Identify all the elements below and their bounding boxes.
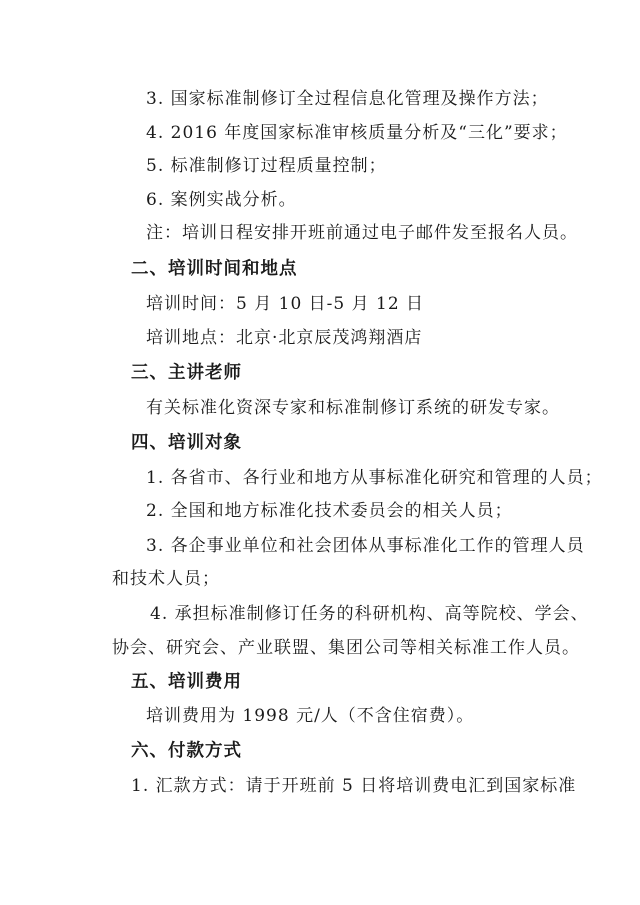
section-heading-audience: 四、培训对象 (131, 433, 242, 453)
training-time: 培训时间：5 月 10 日-5 月 12 日 (146, 294, 425, 314)
section-heading-fee: 五、培训费用 (131, 672, 242, 692)
audience-item-1: 1. 各省市、各行业和地方从事标准化研究和管理的人员； (146, 468, 603, 488)
audience-item-2: 2. 全国和地方标准化技术委员会的相关人员； (146, 501, 513, 521)
lecturers-text: 有关标准化资深专家和标准制修订系统的研发专家。 (146, 398, 560, 418)
list-item-5: 5. 标准制修订过程质量控制； (146, 156, 387, 176)
fee-text: 培训费用为 1998 元/人（不含住宿费）。 (146, 706, 475, 726)
section-heading-time-place: 二、培训时间和地点 (131, 259, 298, 279)
training-place: 培训地点：北京·北京辰茂鸿翔酒店 (146, 328, 423, 348)
list-item-4: 4. 2016 年度国家标准审核质量分析及“三化”要求； (146, 123, 568, 143)
list-item-3: 3. 国家标准制修订全过程信息化管理及操作方法； (146, 89, 549, 109)
audience-item-3-line-2: 和技术人员； (112, 569, 220, 589)
audience-item-4-line-1: 4. 承担标准制修订任务的科研机构、高等院校、学会、 (150, 604, 589, 624)
schedule-note: 注：培训日程安排开班前通过电子邮件发至报名人员。 (146, 223, 578, 243)
audience-item-4-line-2: 协会、研究会、产业联盟、集团公司等相关标准工作人员。 (112, 638, 580, 658)
section-heading-payment: 六、付款方式 (131, 741, 242, 761)
payment-item-1: 1. 汇款方式：请于开班前 5 日将培训费电汇到国家标准 (131, 776, 577, 796)
audience-item-3-line-1: 3. 各企事业单位和社会团体从事标准化工作的管理人员 (146, 536, 585, 556)
section-heading-lecturers: 三、主讲老师 (131, 363, 242, 383)
list-item-6: 6. 案例实战分析。 (146, 190, 297, 210)
